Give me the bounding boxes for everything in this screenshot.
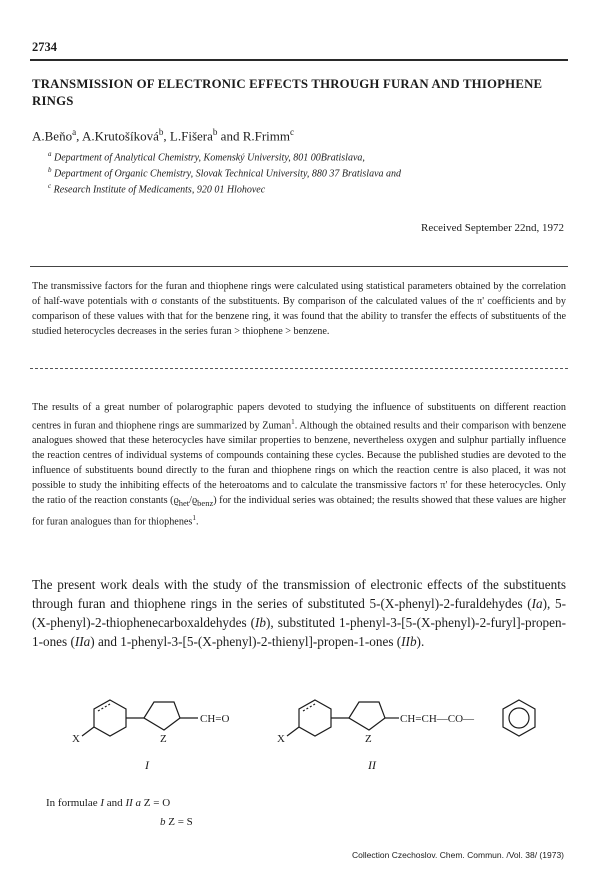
header-rule	[30, 59, 568, 61]
subscript: het	[178, 498, 190, 509]
author-sup: b	[158, 127, 164, 137]
journal-footer: Collection Czechoslov. Chem. Commun. /Vol. 38/ (1973)	[352, 850, 564, 860]
substituent-bond	[82, 727, 94, 736]
subscript: benz	[197, 498, 214, 509]
benzene-ring	[94, 700, 126, 736]
author: A.Beňo	[32, 128, 73, 144]
note-italic: a	[135, 797, 142, 809]
reference-sup: 1	[192, 514, 196, 523]
benzene-ring	[299, 700, 331, 736]
note-text: Z = S	[168, 816, 193, 828]
compound-label: Ib	[255, 615, 267, 630]
body-paragraph	[32, 575, 566, 651]
structure-I	[70, 692, 270, 752]
affiliation-sup: c	[48, 182, 52, 190]
author-sup: a	[72, 127, 77, 137]
aldehyde-chain: CH=O	[200, 713, 230, 725]
body-text: ) and 1-phenyl-3-[5-(X-phenyl)-2-thienyl]-propen-1-ones (	[90, 634, 402, 649]
structure-label: I	[145, 758, 149, 772]
structure-label: II	[368, 758, 376, 772]
substituent-x: X	[72, 733, 80, 745]
affiliation-sup: a	[48, 150, 52, 158]
compound-label: IIb	[401, 634, 417, 649]
compound-label: IIa	[74, 634, 91, 649]
note-italic: II	[125, 797, 133, 809]
heterocycle-ring	[349, 702, 385, 730]
structure-II	[275, 692, 575, 752]
phenyl-ring	[503, 700, 535, 736]
page-number: 2734	[32, 40, 57, 54]
paper-title: TRANSMISSION OF ELECTRONIC EFFECTS THROUGH FURAN AND THIOPHENE RINGS	[32, 77, 543, 108]
body-text: ), 5-(X-phenyl)-2-thiophenecarboxaldehydes (	[32, 596, 566, 630]
reference-sup: 1	[291, 418, 295, 426]
affiliation-text: Department of Organic Chemistry, Slovak Technical University, 880 37 Bratislava and	[54, 168, 402, 180]
body-text: ).	[416, 634, 425, 649]
intro-text: The results of a great number of polarographic papers devoted to studying the influence of substituents on different reaction centres in furan and thiophene rings are summarized by Zuman	[32, 402, 566, 432]
note-text: In formulae	[46, 797, 98, 809]
intro-text: .	[195, 516, 199, 528]
affiliation	[48, 150, 365, 163]
intro-paragraph	[32, 400, 566, 530]
compound-label: Ia	[531, 596, 543, 611]
abstract-top-rule	[30, 266, 568, 267]
abstract: The transmissive factors for the furan and thiophene rings were calculated using statistical parameters obtained by the correlation of half-wave potentials with σ constants of the substituents. By comparison of the calculated values of the π' coefficients and by comparison of these values with that for the benzene ring, it was found that the ability to transfer the effects of substituents of the studied heterocycles decreases in the series furan > thiophene > benzene.	[32, 281, 566, 337]
author-sup: c	[290, 127, 295, 137]
author: L.Fišera	[169, 128, 213, 144]
author-sup: b	[212, 127, 218, 137]
intro-text: /ϱ	[189, 495, 198, 507]
substituent-bond	[287, 727, 299, 736]
affiliation	[48, 182, 265, 195]
abstract-bottom-rule	[30, 368, 568, 369]
affiliation-text: Department of Analytical Chemistry, Komenský University, 801 00Bratislava,	[54, 152, 365, 164]
author-list: A.Beňo$^a$, A.Krutošíková$^b$, L.Fišera$^b$ and R.Frimm$^c$	[32, 127, 295, 144]
affiliation-text: Research Institute of Medicaments, 920 01 Hlohovec	[53, 184, 266, 196]
heterocycle-ring	[144, 702, 180, 730]
intro-text: ) for the individual series was obtained; the results showed that these values are higher for furan analogues than for thiophenes	[32, 495, 567, 528]
author: R.Frimm	[242, 128, 291, 144]
affiliation	[48, 166, 401, 179]
substituent-x: X	[277, 733, 285, 745]
affiliation-sup: b	[48, 166, 52, 174]
heteroatom-z: Z	[160, 733, 167, 745]
propenone-chain: CH=CH—CO—	[400, 713, 475, 725]
note-text: Z = O	[143, 797, 171, 809]
note-text: and	[106, 797, 123, 809]
formulae-note-line-2	[160, 816, 193, 828]
author: A.Krutošíková	[81, 128, 159, 144]
intro-text: . Although the obtained results and their comparison with benzene analogues showed that these heterocycles have similar properties to benzene, nevertheless oxygen and sulphur partially influence the reaction centres of individual systems of compounds containing these cycles. Because the published studies are devoted to the influence of substituents bound directly to the furan and thiophene rings on which the reaction centre is also placed, it was not possible to study the inhibiting effects of the heteroatoms and to calculate the transmissive factors π' for these heterocycles. Only the ratio of the reaction constants (ϱ	[32, 420, 566, 507]
note-italic: b	[160, 816, 166, 828]
aromatic-circle	[509, 708, 529, 728]
body-text: ), substituted 1-phenyl-3-[5-(X-phenyl)-2-furyl]-propen-1-ones (	[32, 615, 566, 649]
heteroatom-z: Z	[365, 733, 372, 745]
formulae-note-line-1	[46, 797, 170, 809]
body-text: The present work deals with the study of the transmission of electronic effects of the substituents through furan and thiophene rings in the series of substituted 5-(X-phenyl)-2-furaldehydes (	[32, 577, 566, 611]
received-date: Received September 22nd, 1972	[421, 222, 564, 234]
note-italic: I	[100, 797, 105, 809]
